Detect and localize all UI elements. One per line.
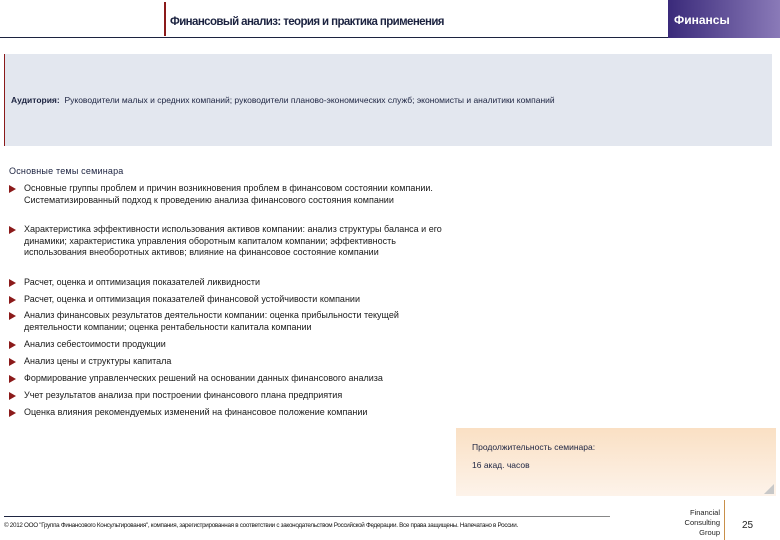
audience-box [4, 54, 772, 146]
item-text: Формирование управленческих решений на основании данных финансового анализа [24, 373, 383, 383]
item-text: Расчет, оценка и оптимизация показателей ликвидности [24, 277, 261, 287]
logo-line: Financial [689, 508, 720, 517]
company-logo [668, 508, 720, 538]
duration-note [456, 428, 776, 496]
topics-heading: Основные темы семинара [9, 166, 124, 176]
section-badge: Финансы [668, 0, 780, 38]
page-fold-icon [764, 484, 774, 494]
bullet-triangle-icon [9, 375, 16, 383]
item-text: Основные группы проблем и причин возникновения проблем в финансовом состоянии компании. Систематизированный подход к проведению анализа финансового состояния компании [24, 183, 433, 205]
bullet-triangle-icon [9, 312, 16, 320]
header-divider [0, 37, 668, 38]
logo-line: Group [699, 528, 720, 537]
bullet-triangle-icon [9, 296, 16, 304]
copyright: © 2012 ООО "Группа Финансового Консультирования", компания, зарегистрированная в соответствии с законодательством Российской Федерации. Все права защищены. Напечатано в России. [4, 522, 518, 529]
bullet-triangle-icon [9, 341, 16, 349]
bullet-triangle-icon [9, 279, 16, 287]
bullet-triangle-icon [9, 392, 16, 400]
list-item [9, 373, 469, 385]
list-item [9, 339, 449, 351]
audience-text: Руководители малых и средних компаний; руководители планово-экономических служб; экономисты и аналитики компаний [64, 95, 555, 105]
item-text: Расчет, оценка и оптимизация показателей финансовой устойчивости компании [24, 294, 360, 304]
audience-label: Аудитория: [11, 95, 60, 105]
logo-divider [724, 500, 725, 540]
item-text: Характеристика эффективности использования активов компании: анализ структуры баланса и его динамики; характеристика управления оборотным капиталом компании; эффективность использования внеоборотных активов; влияние на финансовое состояние компании [24, 224, 442, 258]
footer-divider [4, 516, 610, 517]
bullet-triangle-icon [9, 409, 16, 417]
bullet-triangle-icon [9, 185, 16, 193]
duration-value: 16 акад. часов [472, 460, 530, 470]
item-text: Учет результатов анализа при построении финансового плана предприятия [24, 390, 343, 400]
list-item [9, 310, 449, 333]
bullet-triangle-icon [9, 226, 16, 234]
list-item [9, 356, 449, 368]
item-text: Анализ финансовых результатов деятельности компании: оценка прибыльности текущей деятельности компании; оценка рентабельности капитала компании [24, 310, 399, 332]
page-number: 25 [742, 520, 754, 531]
header-accent-bar [164, 2, 166, 36]
list-item [9, 407, 469, 419]
item-text: Оценка влияния рекомендуемых изменений на финансовое положение компании [24, 407, 368, 417]
list-item [9, 183, 449, 206]
logo-line: Consulting [684, 518, 720, 527]
item-text: Анализ себестоимости продукции [24, 339, 166, 349]
list-item [9, 390, 469, 402]
item-text: Анализ цены и структуры капитала [24, 356, 172, 366]
list-item [9, 224, 449, 259]
list-item [9, 294, 449, 306]
page-title: Финансовый анализ: теория и практика применения [170, 16, 444, 28]
duration-label: Продолжительность семинара: [472, 442, 596, 452]
list-item [9, 277, 449, 289]
bullet-triangle-icon [9, 358, 16, 366]
